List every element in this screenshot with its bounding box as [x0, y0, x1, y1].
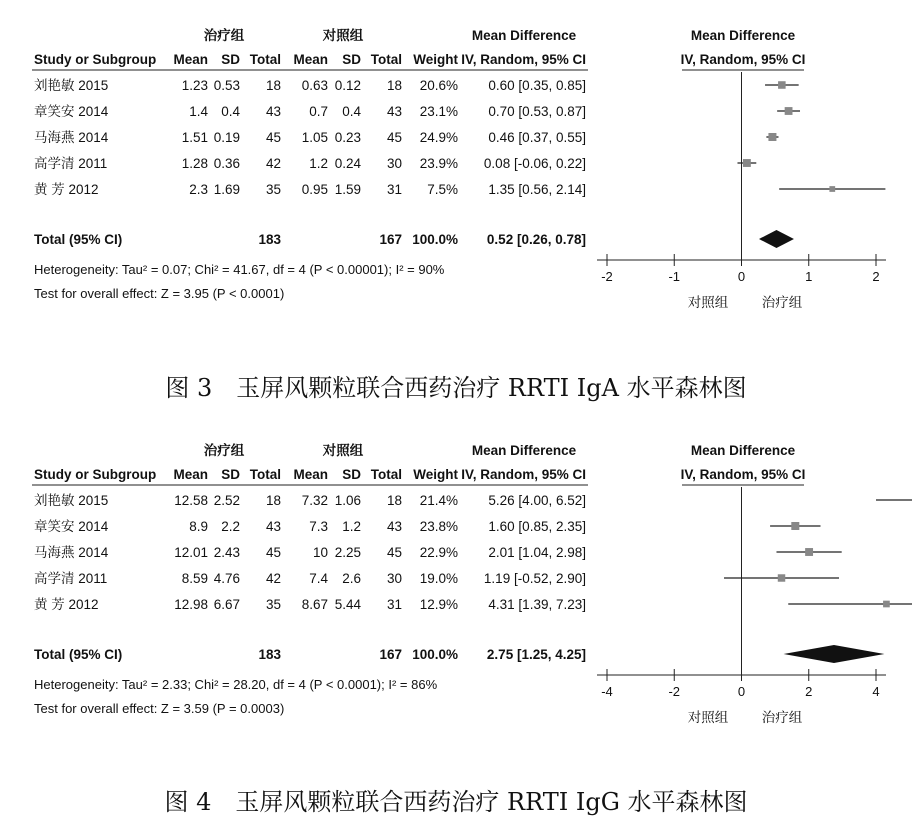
cell-md-ci: 1.60 [0.85, 2.35]	[488, 519, 586, 534]
cell-mean-control: 1.2	[309, 156, 328, 171]
cell-md-ci: 1.35 [0.56, 2.14]	[488, 182, 586, 197]
cell-sd-experimental: 2.52	[213, 493, 240, 508]
cell-md-ci: 5.26 [4.00, 6.52]	[488, 493, 586, 508]
cell-sd-control: 5.44	[334, 597, 361, 612]
heterogeneity-text: Heterogeneity: Tau² = 0.07; Chi² = 41.67, df = 4 (P < 0.00001); I² = 90%	[34, 262, 445, 277]
cell-sd-experimental: 2.2	[221, 519, 240, 534]
cell-sd-control: 0.4	[342, 104, 361, 119]
header-mean-difference: Mean Difference	[471, 28, 577, 43]
point-estimate-square	[805, 548, 813, 556]
cell-total-experimental: 42	[265, 156, 281, 171]
cell-sd-experimental: 0.19	[213, 130, 240, 145]
study-name: 刘艳敏 2015	[34, 78, 109, 93]
cell-mean-control: 0.63	[301, 78, 328, 93]
cell-sd-control: 2.25	[334, 545, 361, 560]
cell-sd-control: 1.59	[334, 182, 361, 197]
cell-total-experimental: 43	[265, 519, 281, 534]
point-estimate-square	[768, 133, 776, 141]
cell-weight: 12.9%	[419, 597, 458, 612]
total-n-experimental: 183	[258, 647, 281, 662]
x-tick-label: 2	[805, 684, 813, 699]
cell-md-ci: 4.31 [1.39, 7.23]	[488, 597, 586, 612]
column-header-sd-experimental: SD	[221, 52, 240, 67]
pooled-effect-diamond	[784, 645, 885, 663]
cell-mean-experimental: 1.28	[181, 156, 208, 171]
figure-caption-3: 图 3 玉屏风颗粒联合西药治疗 RRTI IgA 水平森林图	[165, 374, 747, 402]
cell-total-control: 31	[386, 182, 402, 197]
cell-weight: 24.9%	[419, 130, 458, 145]
x-tick-label: 2	[872, 269, 880, 284]
study-name: 高学清 2011	[34, 571, 108, 586]
forest-plot-iga	[0, 20, 912, 360]
x-tick-label: 0	[737, 684, 746, 699]
cell-total-control: 30	[386, 156, 402, 171]
cell-mean-experimental: 1.23	[181, 78, 208, 93]
cell-total-experimental: 18	[265, 78, 281, 93]
point-estimate-square	[791, 522, 799, 530]
cell-sd-experimental: 0.53	[213, 78, 240, 93]
axis-label-favours-control: 对照组	[687, 710, 729, 725]
cell-sd-experimental: 0.4	[221, 104, 240, 119]
column-header-md-method: IV, Random, 95% CI	[461, 467, 586, 482]
column-header-total-control: Total	[370, 467, 402, 482]
pooled-effect-diamond	[759, 230, 794, 248]
total-n-control: 167	[379, 647, 402, 662]
group-header-experimental: 治疗组	[203, 28, 245, 43]
cell-mean-experimental: 2.3	[189, 182, 208, 197]
column-header-study: Study or Subgroup	[34, 467, 157, 482]
axis-label-favours-experimental: 治疗组	[761, 295, 803, 310]
cell-sd-experimental: 6.67	[213, 597, 240, 612]
cell-weight: 23.9%	[419, 156, 458, 171]
overall-effect-text: Test for overall effect: Z = 3.95 (P < 0.0001)	[34, 286, 285, 301]
cell-sd-experimental: 2.43	[213, 545, 240, 560]
x-tick-label: 4	[872, 684, 880, 699]
cell-total-experimental: 45	[265, 545, 281, 560]
cell-weight: 22.9%	[419, 545, 458, 560]
cell-total-control: 18	[386, 78, 402, 93]
column-header-sd-control: SD	[342, 52, 361, 67]
group-header-control: 对照组	[322, 28, 364, 43]
cell-sd-experimental: 1.69	[213, 182, 240, 197]
column-header-mean-control: Mean	[293, 467, 328, 482]
header-mean-difference-plot: Mean Difference	[690, 443, 796, 458]
column-header-sd-experimental: SD	[221, 467, 240, 482]
x-tick-label: -4	[601, 684, 613, 699]
cell-sd-control: 0.23	[334, 130, 361, 145]
cell-mean-experimental: 12.98	[174, 597, 208, 612]
total-weight: 100.0%	[412, 232, 458, 247]
cell-mean-experimental: 12.01	[174, 545, 208, 560]
cell-sd-experimental: 0.36	[213, 156, 240, 171]
total-n-control: 167	[379, 232, 402, 247]
column-header-md-method-plot: IV, Random, 95% CI	[680, 52, 806, 67]
total-md-ci: 0.52 [0.26, 0.78]	[486, 232, 586, 247]
study-name: 黄 芳 2012	[34, 182, 99, 197]
header-mean-difference: Mean Difference	[471, 443, 577, 458]
cell-mean-control: 7.4	[309, 571, 328, 586]
point-estimate-square	[829, 186, 835, 192]
cell-total-experimental: 42	[265, 571, 281, 586]
cell-weight: 20.6%	[419, 78, 458, 93]
x-tick-label: 0	[737, 269, 746, 284]
cell-total-experimental: 35	[265, 597, 281, 612]
axis-label-favours-control: 对照组	[687, 295, 729, 310]
x-tick-label: -1	[668, 269, 681, 284]
cell-weight: 23.8%	[419, 519, 458, 534]
cell-mean-control: 0.95	[301, 182, 328, 197]
cell-mean-control: 7.32	[301, 493, 328, 508]
column-header-md-method: IV, Random, 95% CI	[461, 52, 586, 67]
point-estimate-square	[883, 601, 890, 608]
column-header-total-experimental: Total	[249, 467, 281, 482]
cell-mean-experimental: 8.9	[189, 519, 208, 534]
overall-effect-text: Test for overall effect: Z = 3.59 (P = 0.0003)	[34, 701, 285, 716]
column-header-total-control: Total	[370, 52, 402, 67]
cell-total-control: 18	[386, 493, 402, 508]
cell-weight: 7.5%	[427, 182, 458, 197]
forest-plot-igg-svg	[0, 435, 912, 775]
group-header-control: 对照组	[322, 443, 364, 458]
axis-label-favours-experimental: 治疗组	[761, 710, 803, 725]
cell-md-ci: 0.70 [0.53, 0.87]	[488, 104, 586, 119]
cell-weight: 21.4%	[419, 493, 458, 508]
cell-md-ci: 0.46 [0.37, 0.55]	[488, 130, 586, 145]
cell-total-control: 31	[386, 597, 402, 612]
study-name: 章笑安 2014	[34, 104, 109, 119]
total-weight: 100.0%	[412, 647, 458, 662]
cell-mean-experimental: 1.51	[181, 130, 208, 145]
column-header-mean-experimental: Mean	[173, 52, 208, 67]
point-estimate-square	[778, 81, 786, 89]
cell-total-experimental: 43	[265, 104, 281, 119]
point-estimate-square	[778, 574, 785, 581]
cell-total-control: 45	[386, 545, 402, 560]
cell-sd-control: 1.2	[342, 519, 361, 534]
cell-mean-control: 0.7	[309, 104, 328, 119]
x-tick-label: 1	[805, 269, 813, 284]
cell-md-ci: 1.19 [-0.52, 2.90]	[483, 571, 586, 586]
x-tick-label: -2	[601, 269, 613, 284]
column-header-study: Study or Subgroup	[34, 52, 157, 67]
cell-total-control: 45	[386, 130, 402, 145]
total-label: Total (95% CI)	[34, 647, 123, 662]
cell-weight: 23.1%	[419, 104, 458, 119]
cell-mean-experimental: 1.4	[189, 104, 208, 119]
figure-caption-4: 图 4 玉屏风颗粒联合西药治疗 RRTI IgG 水平森林图	[164, 788, 748, 816]
study-name: 黄 芳 2012	[34, 597, 99, 612]
study-name: 刘艳敏 2015	[34, 493, 109, 508]
cell-mean-control: 8.67	[301, 597, 328, 612]
header-mean-difference-plot: Mean Difference	[690, 28, 796, 43]
study-name: 高学清 2011	[34, 156, 108, 171]
cell-md-ci: 0.08 [-0.06, 0.22]	[483, 156, 586, 171]
column-header-md-method-plot: IV, Random, 95% CI	[680, 467, 806, 482]
cell-mean-experimental: 12.58	[174, 493, 208, 508]
cell-sd-control: 0.24	[334, 156, 361, 171]
point-estimate-square	[785, 107, 793, 115]
cell-mean-control: 10	[312, 545, 328, 560]
x-tick-label: -2	[668, 684, 681, 699]
column-header-mean-control: Mean	[293, 52, 328, 67]
cell-total-experimental: 45	[265, 130, 281, 145]
group-header-experimental: 治疗组	[203, 443, 245, 458]
cell-total-control: 30	[386, 571, 402, 586]
cell-sd-control: 0.12	[334, 78, 361, 93]
column-header-sd-control: SD	[342, 467, 361, 482]
study-name: 马海燕 2014	[34, 545, 109, 560]
point-estimate-square	[743, 159, 751, 167]
cell-sd-control: 2.6	[342, 571, 361, 586]
column-header-total-experimental: Total	[249, 52, 281, 67]
total-n-experimental: 183	[258, 232, 281, 247]
forest-plot-iga-svg	[0, 20, 912, 360]
column-header-weight: Weight	[413, 52, 458, 67]
cell-total-experimental: 35	[265, 182, 281, 197]
study-name: 章笑安 2014	[34, 519, 109, 534]
study-name: 马海燕 2014	[34, 130, 109, 145]
cell-total-control: 43	[386, 519, 402, 534]
total-md-ci: 2.75 [1.25, 4.25]	[486, 647, 586, 662]
forest-plot-igg	[0, 435, 912, 775]
cell-md-ci: 0.60 [0.35, 0.85]	[488, 78, 586, 93]
cell-mean-control: 7.3	[309, 519, 328, 534]
cell-total-experimental: 18	[265, 493, 281, 508]
heterogeneity-text: Heterogeneity: Tau² = 2.33; Chi² = 28.20, df = 4 (P < 0.0001); I² = 86%	[34, 677, 438, 692]
cell-mean-experimental: 8.59	[181, 571, 208, 586]
cell-sd-control: 1.06	[334, 493, 361, 508]
column-header-mean-experimental: Mean	[173, 467, 208, 482]
cell-sd-experimental: 4.76	[213, 571, 240, 586]
cell-weight: 19.0%	[419, 571, 458, 586]
cell-md-ci: 2.01 [1.04, 2.98]	[488, 545, 586, 560]
column-header-weight: Weight	[413, 467, 458, 482]
total-label: Total (95% CI)	[34, 232, 123, 247]
cell-mean-control: 1.05	[301, 130, 328, 145]
cell-total-control: 43	[386, 104, 402, 119]
